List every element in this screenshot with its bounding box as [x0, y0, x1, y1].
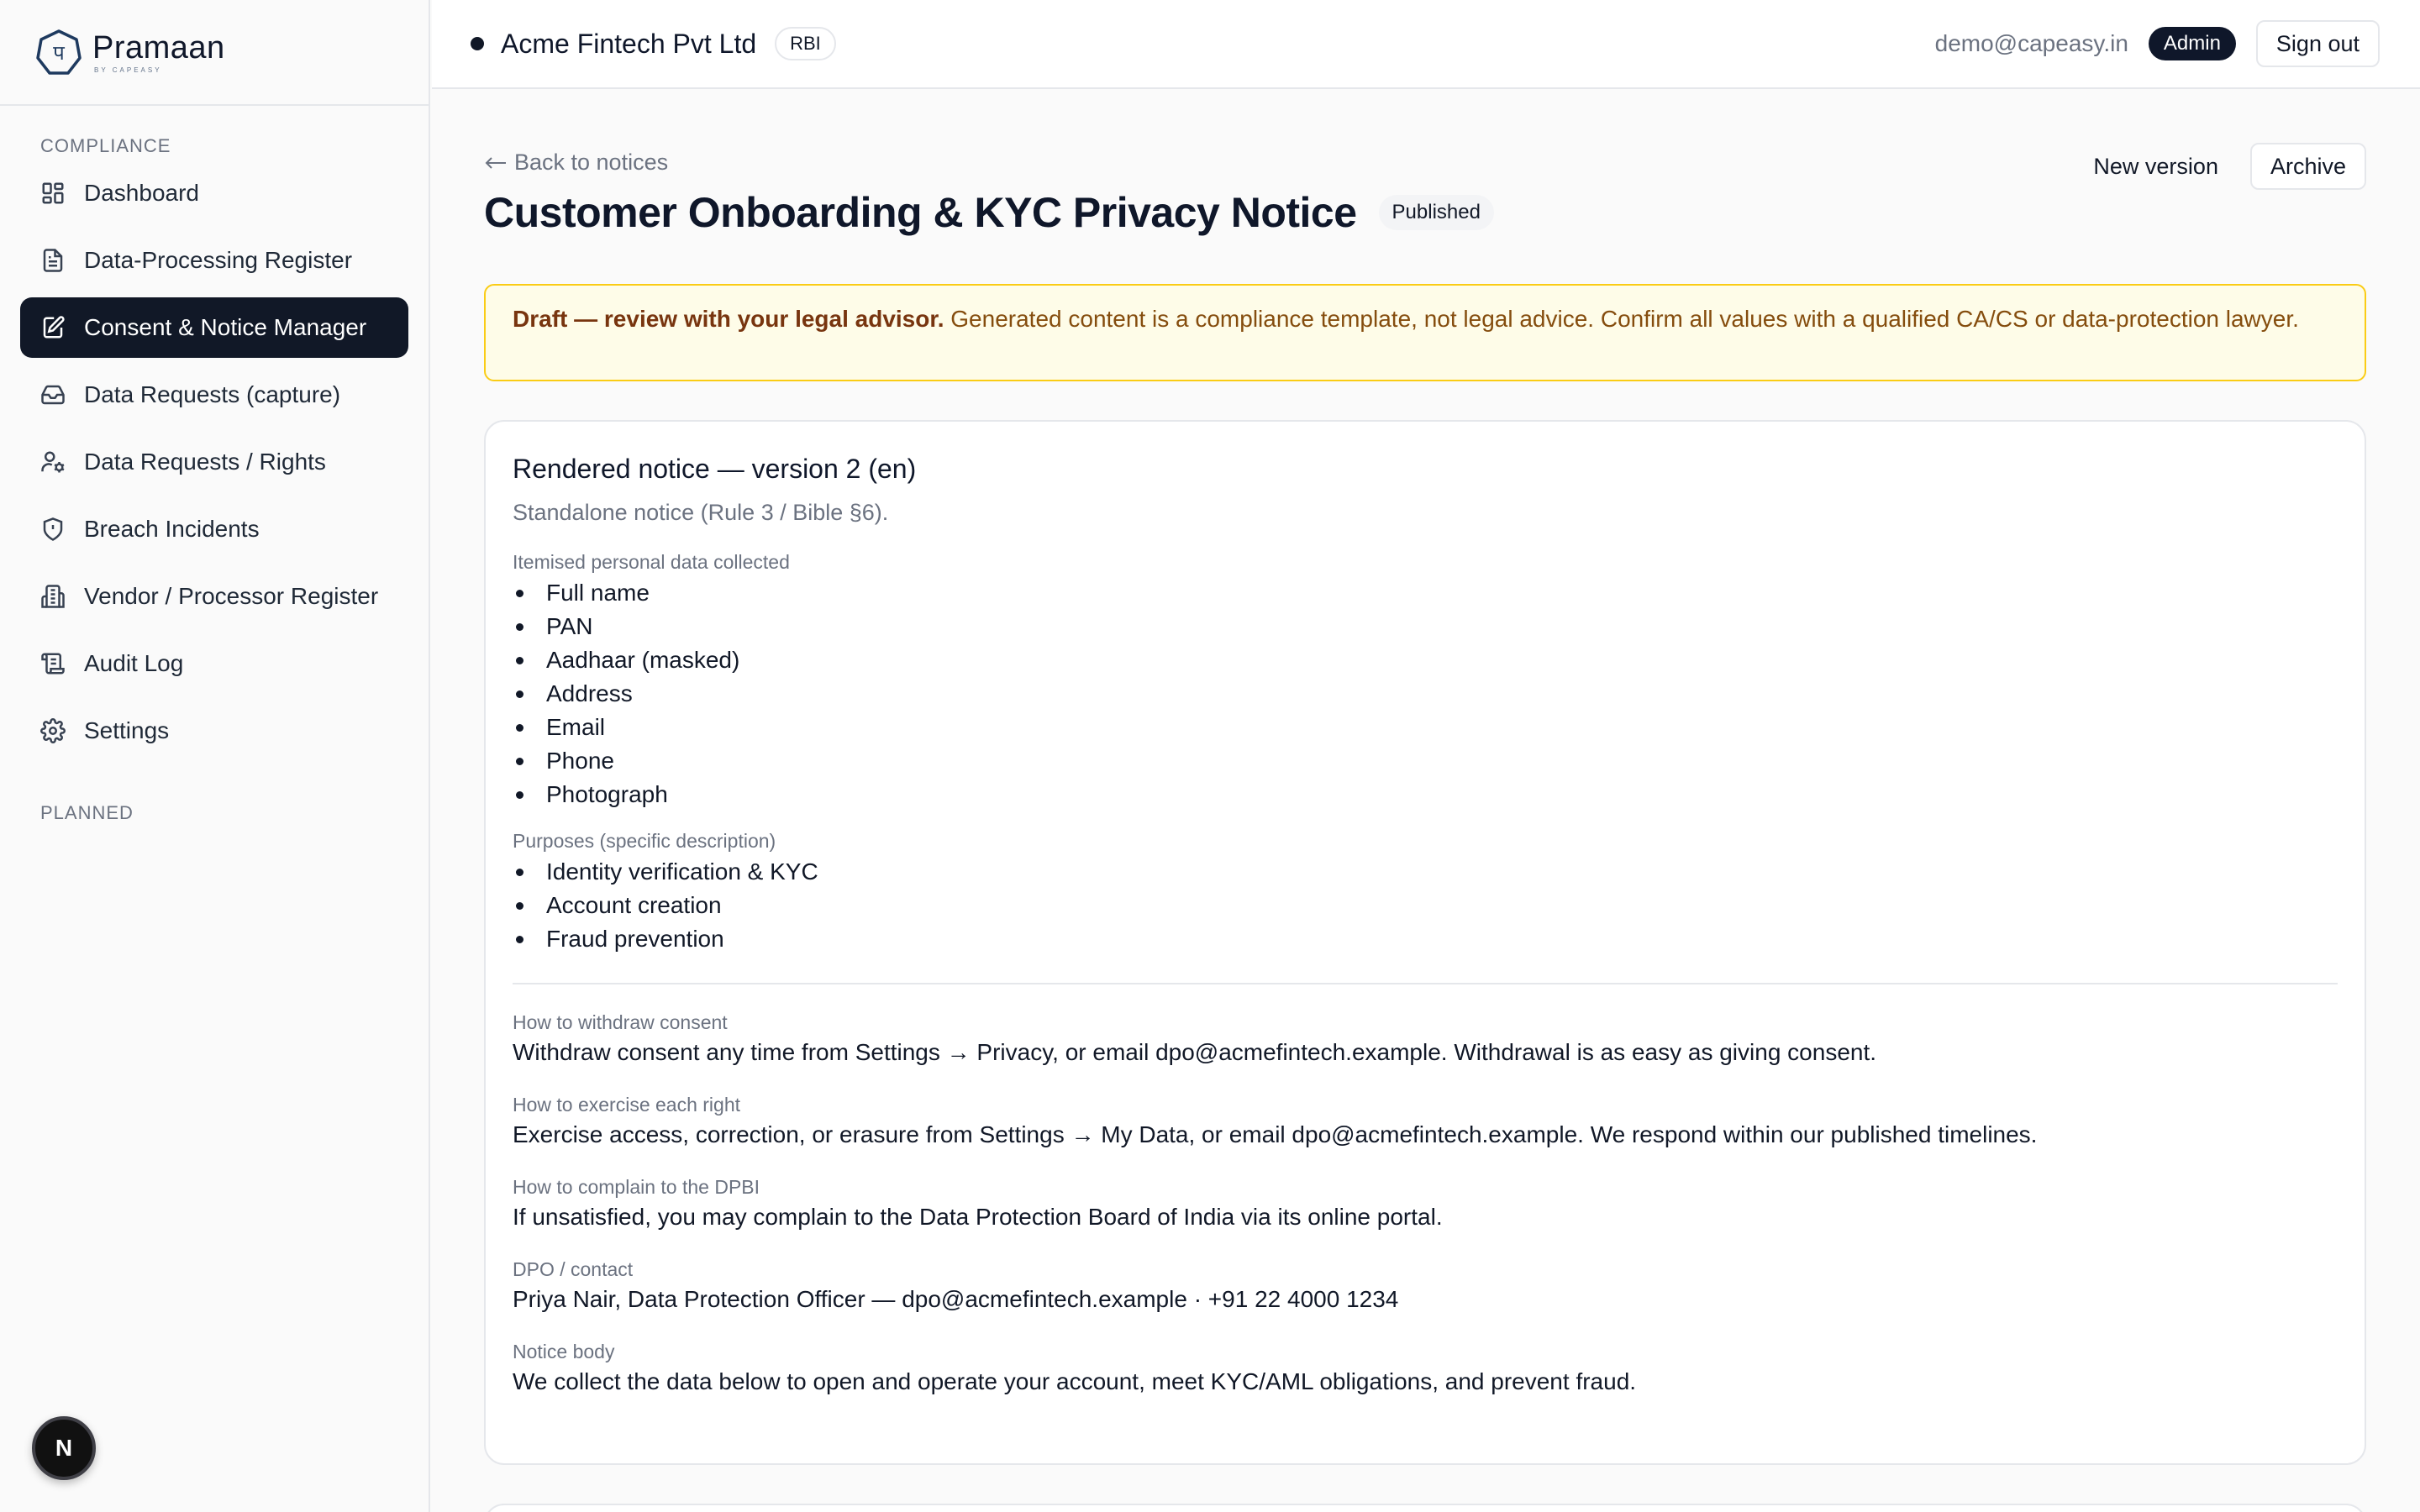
sidebar-item-label: Data Requests / Rights: [84, 449, 326, 475]
complain-dpbi-field: [513, 1174, 2338, 1235]
nav-section-planned: PLANNED: [40, 802, 134, 823]
card-subtitle: Standalone notice (Rule 3 / Bible §6).: [513, 500, 889, 525]
sidebar-item-data-requests-capture[interactable]: [20, 365, 408, 425]
sidebar-item-data-requests-rights[interactable]: [20, 432, 408, 492]
field-label: How to exercise each right: [513, 1094, 741, 1116]
org-status-dot: [471, 37, 484, 50]
sidebar-item-data-processing-register[interactable]: [20, 230, 408, 291]
list-item: PAN: [513, 610, 2338, 643]
building-icon: [40, 584, 66, 609]
scroll-icon: [40, 651, 66, 676]
list-item: Photograph: [513, 778, 2338, 811]
sidebar-item-label: Breach Incidents: [84, 516, 260, 542]
list-item: Address: [513, 677, 2338, 711]
page-actions: [2073, 143, 2366, 190]
sidebar-item-label: Data-Processing Register: [84, 247, 353, 273]
nav-section-compliance: COMPLIANCE: [40, 135, 171, 156]
sidebar-item-dashboard[interactable]: [20, 163, 408, 223]
list-item: Aadhaar (masked): [513, 643, 2338, 677]
divider: [513, 983, 2338, 984]
inbox-icon: [40, 382, 66, 407]
purposes-group: [513, 827, 2338, 956]
list-item: Fraud prevention: [513, 922, 2338, 956]
legal-warning-alert: [484, 284, 2366, 381]
main-content: [484, 89, 2366, 1512]
field-value: Withdraw consent any time from Settings → Privacy, or email dpo@acmefintech.example. Withdrawal is as easy as giving consent.: [513, 1039, 1877, 1065]
field-label: DPO / contact: [513, 1258, 634, 1280]
sidebar-item-label: Audit Log: [84, 650, 184, 676]
brand[interactable]: [0, 0, 429, 106]
list-item: Full name: [513, 576, 2338, 610]
arrow-left-icon: [484, 155, 508, 171]
data-collected-label: Itemised personal data collected: [513, 551, 790, 573]
withdraw-consent-field: [513, 1010, 2338, 1070]
list-item: Email: [513, 711, 2338, 744]
alert-heading: Draft — review with your legal advisor.: [513, 306, 944, 332]
brand-name: Pramaan: [92, 29, 225, 66]
page-title: Customer Onboarding & KYC Privacy Notice: [484, 189, 1357, 236]
sidebar-item-consent-notice-manager[interactable]: [20, 297, 408, 358]
sidebar-item-settings[interactable]: [20, 701, 408, 761]
purposes-label: Purposes (specific description): [513, 830, 776, 852]
brand-logo-icon: [35, 29, 82, 76]
role-badge: Admin: [2149, 27, 2236, 60]
alert-text: Generated content is a compliance template, not legal advice. Confirm all values with a qualified CA/CS or data-protection lawyer.: [944, 306, 2299, 332]
user-email: demo@capeasy.in: [1934, 30, 2128, 56]
title-row: [484, 188, 1494, 237]
field-value: Exercise access, correction, or erasure from Settings → My Data, or email dpo@acmefintech.example. We respond within our published timelines.: [513, 1121, 2038, 1147]
top-bar: [432, 0, 2420, 89]
exercise-rights-field: [513, 1092, 2338, 1152]
account-area: [1935, 20, 2380, 67]
svg-text:प: प: [53, 41, 65, 65]
sidebar-item-label: Settings: [84, 717, 170, 743]
field-value: Priya Nair, Data Protection Officer — dpo@acmefintech.example · +91 22 4000 1234: [513, 1286, 1399, 1312]
card-title: Rendered notice — version 2 (en): [513, 454, 917, 484]
sidebar-item-label: Vendor / Processor Register: [84, 583, 379, 609]
document-icon: [40, 248, 66, 273]
data-collected-list: [513, 576, 2338, 811]
sign-out-button[interactable]: Sign out: [2256, 20, 2380, 67]
sidebar-item-audit-log[interactable]: [20, 633, 408, 694]
data-collected-group: [513, 548, 2338, 811]
sidebar-item-vendor-processor-register[interactable]: [20, 566, 408, 627]
user-avatar-button[interactable]: [32, 1416, 96, 1480]
sidebar-item-label: Data Requests (capture): [84, 381, 341, 407]
list-item: Account creation: [513, 889, 2338, 922]
sidebar-item-label: Dashboard: [84, 180, 199, 206]
regulator-badge: RBI: [775, 27, 836, 60]
status-badge: Published: [1379, 195, 1494, 230]
sidebar-item-breach-incidents[interactable]: [20, 499, 408, 559]
back-link-label: Back to notices: [514, 150, 669, 175]
field-label: How to withdraw consent: [513, 1011, 728, 1033]
notice-body-field: [513, 1339, 2338, 1399]
shield-alert-icon: [40, 517, 66, 542]
dashboard-icon: [40, 181, 66, 206]
field-label: How to complain to the DPBI: [513, 1176, 760, 1198]
gear-icon: [40, 718, 66, 743]
archive-button[interactable]: Archive: [2250, 143, 2366, 190]
sidebar-nav: [0, 163, 429, 761]
edit-document-icon: [40, 315, 66, 340]
sidebar-item-label: Consent & Notice Manager: [84, 314, 367, 340]
dpo-contact-field: [513, 1257, 2338, 1317]
user-settings-icon: [40, 449, 66, 475]
svg-text:N: N: [55, 1435, 73, 1461]
field-value: If unsatisfied, you may complain to the Data Protection Board of India via its online portal.: [513, 1204, 1443, 1230]
back-to-notices-link[interactable]: [484, 150, 668, 176]
purposes-list: [513, 855, 2338, 956]
sidebar: [0, 0, 430, 1512]
rendered-notice-card: [484, 420, 2366, 1465]
list-item: Phone: [513, 744, 2338, 778]
new-version-button[interactable]: New version: [2073, 143, 2238, 190]
org-name[interactable]: Acme Fintech Pvt Ltd: [501, 28, 757, 59]
field-label: Notice body: [513, 1341, 615, 1362]
n-logo-icon: [47, 1431, 81, 1465]
field-value: We collect the data below to open and operate your account, meet KYC/AML obligations, and prevent fraud.: [513, 1368, 1637, 1394]
brand-tagline: BY CAPEASY: [94, 66, 162, 74]
list-item: Identity verification & KYC: [513, 855, 2338, 889]
next-card: [484, 1504, 2366, 1512]
